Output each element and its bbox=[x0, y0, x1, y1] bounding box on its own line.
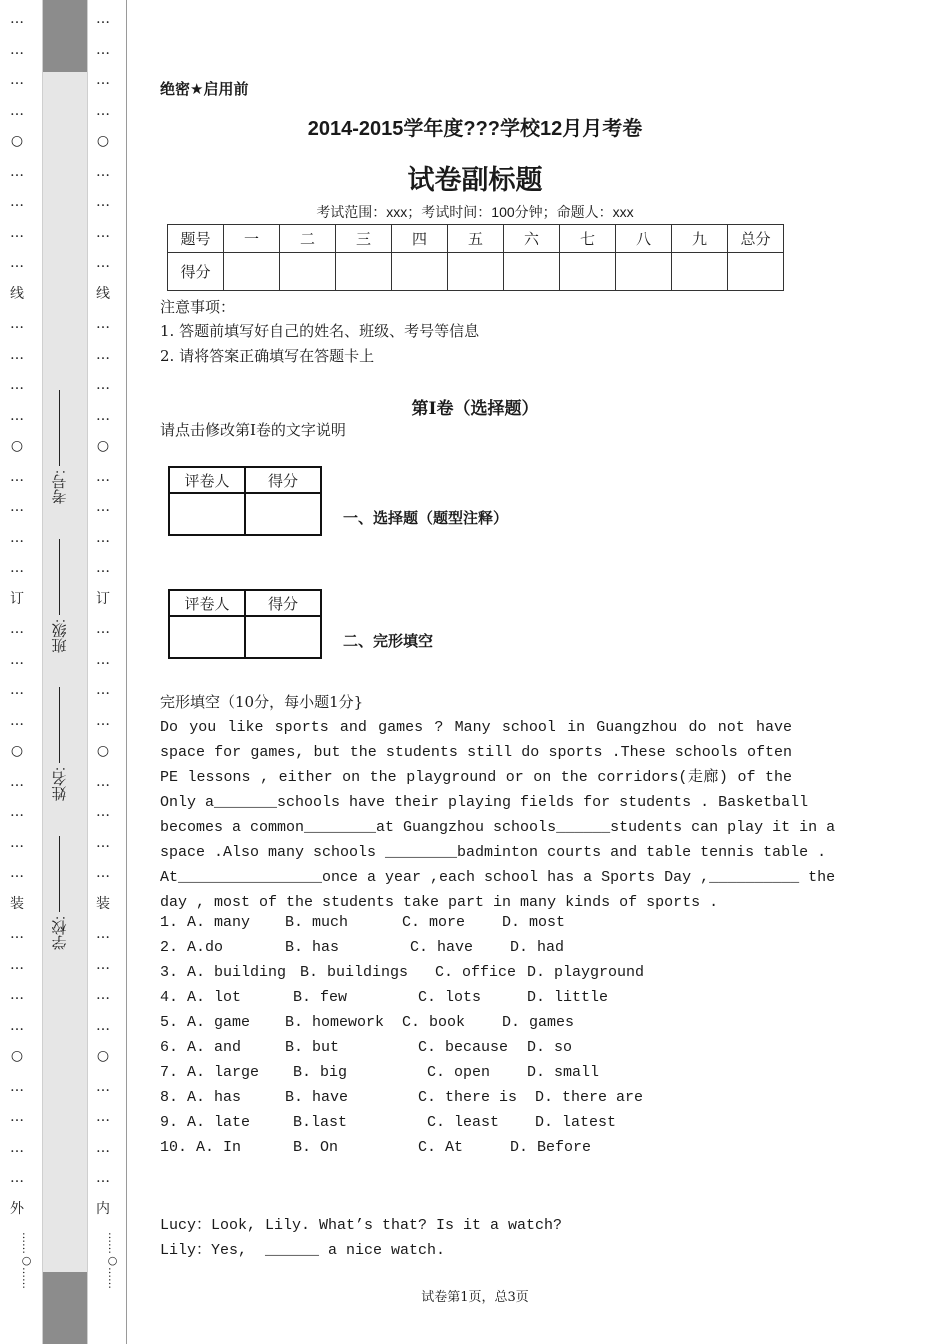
binding-mark: … bbox=[96, 407, 110, 424]
class-field: 班级: bbox=[50, 539, 71, 653]
binding-band-top-block bbox=[43, 0, 87, 72]
option-choice: D. little bbox=[527, 989, 609, 1006]
binding-mark: … bbox=[10, 529, 24, 546]
binding-mark: … bbox=[10, 194, 24, 210]
binding-circle-mark: ○ bbox=[10, 133, 24, 149]
binding-divider-line bbox=[126, 0, 127, 1344]
option-row bbox=[160, 939, 800, 964]
option-choice: C. have bbox=[410, 939, 474, 956]
binding-mark: … bbox=[96, 194, 110, 210]
option-row bbox=[160, 914, 800, 939]
binding-mark: … bbox=[10, 1109, 24, 1125]
binding-circle-mark: ○ bbox=[10, 438, 24, 454]
binding-mark: … bbox=[10, 987, 24, 1003]
binding-circle-mark: ○ bbox=[96, 1048, 110, 1064]
binding-mark: 线 bbox=[10, 285, 24, 302]
option-choice: C. open bbox=[427, 1064, 491, 1081]
reviewer-cell[interactable] bbox=[169, 493, 245, 535]
binding-mark: … bbox=[10, 682, 24, 698]
score-cell[interactable] bbox=[245, 616, 321, 658]
option-choice: D. games bbox=[502, 1014, 575, 1031]
binding-mark: … bbox=[96, 224, 110, 241]
binding-mark: … bbox=[10, 102, 24, 119]
passage-line: PE lessons , either on the playground or on the corridors(走廊) of the bbox=[160, 769, 792, 786]
option-row bbox=[160, 989, 800, 1014]
binding-mark: … bbox=[10, 11, 24, 27]
dialog-line: Lily：Yes, ______ a nice watch. bbox=[160, 1242, 446, 1259]
option-choice: B. big bbox=[293, 1064, 348, 1081]
binding-mark: … bbox=[96, 987, 110, 1003]
binding-mark: … bbox=[10, 41, 24, 58]
section-one-heading: 一、选择题（题型注释） bbox=[343, 510, 509, 527]
dialog-line: Lucy：Look, Lily. What’s that? Is it a watch? bbox=[160, 1217, 563, 1234]
option-choice: B. has bbox=[285, 939, 340, 956]
cloze-passage bbox=[160, 715, 836, 915]
binding-mark: … bbox=[96, 621, 110, 637]
score-cell[interactable] bbox=[560, 253, 616, 291]
binding-mark: … bbox=[10, 163, 24, 180]
passage-line: day , most of the students take part in many kinds of sports . bbox=[160, 894, 719, 911]
option-choice: D. most bbox=[502, 914, 566, 931]
option-choice: D. playground bbox=[527, 964, 645, 981]
binding-mark: … bbox=[96, 712, 110, 729]
score-cell[interactable] bbox=[448, 253, 504, 291]
binding-mark: ……○…… bbox=[106, 1232, 119, 1289]
option-choice: D. had bbox=[510, 939, 565, 956]
option-choice: C. more bbox=[402, 914, 466, 931]
option-choice: B. On bbox=[293, 1139, 339, 1156]
option-choice: D. so bbox=[527, 1039, 573, 1056]
grader-box: 评卷人 得分 bbox=[168, 589, 322, 659]
binding-mark: … bbox=[10, 773, 24, 790]
passage-line: Do you like sports and games ? Many school in Guangzhou do not have bbox=[160, 719, 792, 736]
binding-mark: … bbox=[96, 163, 110, 180]
option-choice: 1. A. many bbox=[160, 914, 251, 931]
option-row bbox=[160, 1139, 800, 1164]
binding-mark: 订 bbox=[10, 590, 24, 607]
option-choice: 6. A. and bbox=[160, 1039, 242, 1056]
option-choice: D. Before bbox=[510, 1139, 592, 1156]
option-choice: B. much bbox=[285, 914, 349, 931]
confidential-label: 绝密★启用前 bbox=[160, 81, 249, 98]
passage-line: Only a_______schools have their playing fields for students . Basketball bbox=[160, 794, 809, 811]
binding-mark: … bbox=[10, 468, 24, 485]
option-choice: B. homework bbox=[285, 1014, 385, 1031]
binding-mark: … bbox=[10, 1017, 24, 1034]
binding-mark: ……○…… bbox=[20, 1232, 33, 1289]
binding-mark: … bbox=[10, 1078, 24, 1095]
score-cell[interactable] bbox=[245, 493, 321, 535]
binding-circle-mark: ○ bbox=[10, 743, 24, 759]
option-row bbox=[160, 1114, 800, 1139]
option-choice: 5. A. game bbox=[160, 1014, 251, 1031]
notice-item: 2. 请将答案正确填写在答题卡上 bbox=[160, 347, 375, 365]
score-table-header-row: 题号 一 二 三 四 五 六 七 八 九 总分 bbox=[168, 225, 784, 253]
passage-line: At________________once a year ,each school has a Sports Day ,__________ the bbox=[160, 869, 836, 886]
passage-line: space .Also many schools ________badminton courts and table tennis table . bbox=[160, 844, 827, 861]
option-row bbox=[160, 1039, 800, 1064]
binding-mark: 内 bbox=[96, 1200, 110, 1217]
binding-mark: … bbox=[10, 712, 24, 729]
option-row bbox=[160, 1014, 800, 1039]
binding-mark: … bbox=[10, 255, 24, 271]
binding-mark: … bbox=[96, 468, 110, 485]
binding-mark: … bbox=[10, 224, 24, 241]
binding-mark: 装 bbox=[96, 895, 110, 912]
notice-title: 注意事项： bbox=[160, 298, 236, 316]
binding-mark: … bbox=[10, 1170, 24, 1186]
option-choice: 4. A. lot bbox=[160, 989, 242, 1006]
binding-mark: … bbox=[96, 529, 110, 546]
binding-mark: … bbox=[96, 11, 110, 27]
binding-circle-mark: ○ bbox=[96, 133, 110, 149]
option-choice: C. least bbox=[427, 1114, 500, 1131]
binding-mark: … bbox=[96, 316, 110, 332]
option-row bbox=[160, 964, 800, 989]
page-footer: 试卷第1页，总3页 bbox=[421, 1290, 529, 1305]
option-choice: D. there are bbox=[535, 1089, 644, 1106]
binding-mark: 装 bbox=[10, 895, 24, 912]
exam-info: 考试范围：xxx；考试时间：100分钟；命题人：xxx bbox=[316, 204, 634, 220]
binding-mark: 订 bbox=[96, 590, 110, 607]
exam-title: 2014-2015学年度???学校12月月考卷 bbox=[307, 118, 643, 140]
student-info-fields bbox=[42, 390, 78, 950]
exam-subtitle: 试卷副标题 bbox=[407, 165, 543, 195]
binding-mark: … bbox=[10, 560, 24, 576]
school-field: 学校: bbox=[50, 836, 71, 950]
binding-mark: … bbox=[96, 346, 110, 363]
name-field: 姓名: bbox=[50, 687, 71, 801]
reviewer-cell[interactable] bbox=[169, 616, 245, 658]
binding-mark: … bbox=[96, 651, 110, 668]
grader-box: 评卷人 得分 bbox=[168, 466, 322, 536]
score-cell[interactable] bbox=[728, 253, 784, 291]
score-cell[interactable] bbox=[336, 253, 392, 291]
binding-mark: … bbox=[96, 560, 110, 576]
inner-binding-strip bbox=[88, 0, 118, 1344]
option-choice: B.last bbox=[293, 1114, 348, 1131]
section-two-heading: 二、完形填空 bbox=[343, 633, 434, 650]
binding-band-bottom-block bbox=[43, 1272, 87, 1344]
option-choice: 2. A.do bbox=[160, 939, 224, 956]
binding-mark: 外 bbox=[10, 1200, 24, 1217]
option-choice: 7. A. large bbox=[160, 1064, 260, 1081]
binding-mark: … bbox=[96, 377, 110, 393]
binding-circle-mark: ○ bbox=[10, 1048, 24, 1064]
score-cell[interactable] bbox=[224, 253, 280, 291]
binding-mark: … bbox=[10, 834, 24, 851]
binding-mark: … bbox=[96, 956, 110, 973]
binding-mark: … bbox=[10, 1139, 24, 1156]
binding-mark: … bbox=[96, 255, 110, 271]
binding-mark: … bbox=[96, 773, 110, 790]
binding-mark: … bbox=[10, 407, 24, 424]
option-choice: C. At bbox=[418, 1139, 464, 1156]
exam-number-field: 考号: bbox=[50, 390, 71, 504]
binding-mark: … bbox=[96, 1139, 110, 1156]
part-one-title: 第I卷（选择题） bbox=[411, 399, 539, 419]
score-cell[interactable] bbox=[280, 253, 336, 291]
passage-line: becomes a common________at Guangzhou schools______students can play it in a bbox=[160, 819, 836, 836]
binding-mark: … bbox=[10, 377, 24, 393]
score-table-score-row: 得分 bbox=[168, 253, 784, 291]
score-cell[interactable] bbox=[672, 253, 728, 291]
cloze-heading: 完形填空（10分，每小题1分} bbox=[160, 693, 364, 711]
option-choice: B. few bbox=[293, 989, 348, 1006]
binding-mark: … bbox=[10, 956, 24, 973]
binding-mark: … bbox=[96, 1017, 110, 1034]
binding-mark: … bbox=[10, 926, 24, 942]
binding-mark: … bbox=[10, 316, 24, 332]
option-choice: B. have bbox=[285, 1089, 349, 1106]
option-choice: 10. A. In bbox=[160, 1139, 242, 1156]
option-choice: C. office bbox=[435, 964, 517, 981]
binding-circle-mark: ○ bbox=[96, 438, 110, 454]
outer-binding-strip bbox=[2, 0, 32, 1344]
option-choice: 9. A. late bbox=[160, 1114, 251, 1131]
part-one-description: 请点击修改第I卷的文字说明 bbox=[160, 421, 346, 439]
binding-mark: … bbox=[10, 804, 24, 820]
passage-line: space for games, but the students still do sports .These schools often bbox=[160, 744, 792, 761]
option-choice: B. but bbox=[285, 1039, 340, 1056]
option-choice: D. small bbox=[527, 1064, 600, 1081]
option-choice: 3. A. building bbox=[160, 964, 287, 981]
score-table bbox=[167, 224, 784, 291]
option-row bbox=[160, 1089, 800, 1114]
binding-mark: … bbox=[10, 621, 24, 637]
binding-mark: … bbox=[10, 651, 24, 668]
binding-mark: … bbox=[10, 346, 24, 363]
binding-mark: … bbox=[96, 72, 110, 88]
score-cell[interactable] bbox=[392, 253, 448, 291]
binding-mark: … bbox=[96, 1109, 110, 1125]
binding-mark: … bbox=[96, 499, 110, 515]
binding-mark: … bbox=[96, 865, 110, 881]
cloze-options bbox=[160, 914, 800, 1164]
option-choice: C. book bbox=[402, 1014, 466, 1031]
binding-mark: … bbox=[96, 41, 110, 58]
binding-mark: … bbox=[96, 682, 110, 698]
binding-mark: … bbox=[96, 926, 110, 942]
option-choice: C. lots bbox=[418, 989, 482, 1006]
option-row bbox=[160, 1064, 800, 1089]
binding-circle-mark: ○ bbox=[96, 743, 110, 759]
binding-mark: … bbox=[10, 865, 24, 881]
binding-mark: … bbox=[10, 499, 24, 515]
option-choice: D. latest bbox=[535, 1114, 617, 1131]
notice-item: 1. 答题前填写好自己的姓名、班级、考号等信息 bbox=[160, 322, 480, 340]
binding-mark: … bbox=[96, 834, 110, 851]
option-choice: 8. A. has bbox=[160, 1089, 242, 1106]
option-choice: C. there is bbox=[418, 1089, 518, 1106]
binding-mark: … bbox=[96, 1170, 110, 1186]
score-cell[interactable] bbox=[504, 253, 560, 291]
binding-mark: … bbox=[96, 804, 110, 820]
binding-mark: … bbox=[10, 72, 24, 88]
binding-mark: … bbox=[96, 1078, 110, 1095]
binding-mark: … bbox=[96, 102, 110, 119]
score-cell[interactable] bbox=[616, 253, 672, 291]
binding-mark: 线 bbox=[96, 285, 110, 302]
option-choice: B. buildings bbox=[300, 964, 409, 981]
option-choice: C. because bbox=[418, 1039, 509, 1056]
